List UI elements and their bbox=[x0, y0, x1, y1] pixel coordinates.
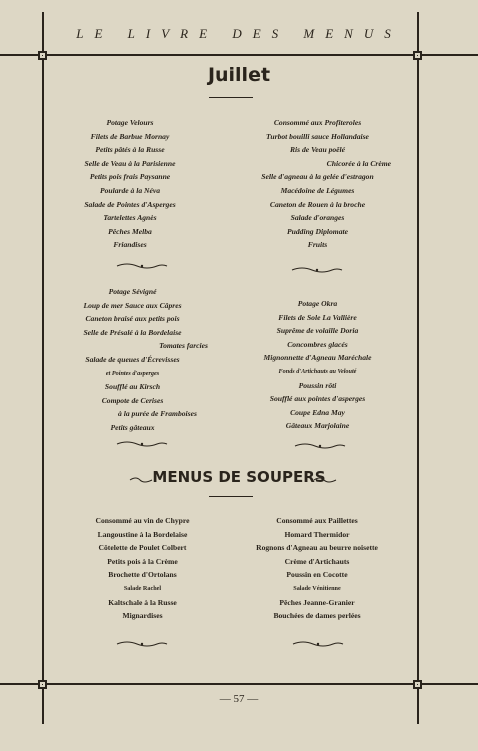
dish: Potage Okra bbox=[297, 299, 338, 308]
menu1-left-column bbox=[55, 116, 205, 252]
dish: Selle d'agneau à la gelée d'estragon bbox=[261, 172, 374, 182]
dish: Mignonnette d'Agneau Maréchale bbox=[263, 353, 372, 363]
dish: et Pointes d'asperges bbox=[105, 369, 160, 377]
page-number: — 57 — bbox=[219, 693, 259, 705]
soupers-underline bbox=[209, 496, 253, 497]
border-left-line bbox=[42, 12, 44, 724]
dish: Caneton de Rouen à la broche bbox=[269, 199, 366, 209]
soupers-right-column bbox=[232, 514, 402, 623]
dish: Filets de Sole La Vallière bbox=[278, 312, 357, 322]
dish: Pudding Diplomate bbox=[287, 226, 348, 236]
corner-ornament-bottom-right bbox=[413, 680, 422, 689]
month-title: Juillet bbox=[207, 64, 271, 86]
dish: Petits gâteaux bbox=[110, 422, 155, 432]
dish: Suprême de volaille Doria bbox=[276, 326, 359, 336]
dish: Filets de Barbue Mornay bbox=[90, 131, 170, 141]
dish: Friandises bbox=[113, 240, 147, 250]
dish: Chicorée à la Crème bbox=[326, 158, 391, 168]
dish: Potage Sévigné bbox=[108, 287, 157, 296]
dish: Bouchées de dames perlées bbox=[273, 611, 361, 621]
dish: Ris de Veau poêlé bbox=[289, 145, 346, 155]
corner-ornament-top-right bbox=[413, 51, 422, 60]
dish: Crème d'Artichauts bbox=[284, 556, 350, 566]
dish: Salade Rachel bbox=[123, 584, 162, 592]
dish: Tartelettes Agnès bbox=[103, 213, 157, 223]
flourish-ornament bbox=[290, 442, 350, 450]
dish: à la purée de Framboises bbox=[118, 409, 197, 419]
border-right-line bbox=[417, 12, 419, 724]
flourish-ornament bbox=[287, 266, 347, 274]
dish: Homard Thermidor bbox=[284, 529, 350, 539]
dish: Côtelette de Poulet Colbert bbox=[98, 543, 187, 553]
dish: Mignardises bbox=[122, 611, 163, 621]
dish: Petits pâtés à la Russe bbox=[95, 145, 165, 155]
month-underline bbox=[209, 97, 253, 98]
menu2-left-column bbox=[55, 285, 210, 435]
running-title: LE LIVRE DES MENUS bbox=[76, 26, 402, 41]
flourish-ornament bbox=[112, 440, 172, 448]
dish: Potage Velours bbox=[106, 118, 154, 127]
dish: Tomates farcies bbox=[159, 341, 208, 351]
dish: Salade d'oranges bbox=[290, 213, 345, 223]
dish: Caneton braisé aux petits pois bbox=[85, 314, 180, 324]
corner-ornament-top-left bbox=[38, 51, 47, 60]
dish: Petits pois frais Paysanne bbox=[89, 172, 171, 182]
dish: Consommé aux Profiteroles bbox=[273, 118, 362, 127]
dish: Soufflé au Kirsch bbox=[104, 382, 161, 392]
dish: Salade Vénitienne bbox=[293, 584, 341, 592]
soupers-section-title: MENUS DE SOUPERS bbox=[152, 468, 326, 486]
dish: Turbot bouilli sauce Hollandaise bbox=[266, 131, 369, 141]
dish: Salade de queues d'Écrevisses bbox=[85, 354, 180, 364]
menu1-right-column bbox=[240, 116, 395, 252]
dish: Concombres glacés bbox=[287, 339, 348, 349]
menu2-right-column bbox=[240, 297, 395, 433]
flourish-ornament bbox=[288, 640, 348, 648]
dish: Fruits bbox=[307, 240, 328, 250]
dish: Kaltschale à la Russe bbox=[108, 597, 177, 607]
dish: Poularde à la Néva bbox=[99, 185, 161, 195]
corner-ornament-bottom-left bbox=[38, 680, 47, 689]
border-top-line bbox=[0, 54, 478, 56]
dish: Selle de Présalé à la Bordelaise bbox=[83, 327, 182, 337]
dish: Soufflé aux pointes d'asperges bbox=[269, 394, 366, 404]
dish: Rognons d'Agneau au beurre noisette bbox=[256, 543, 378, 553]
dish: Poussin rôti bbox=[298, 380, 337, 390]
dish: Consommé aux Paillettes bbox=[276, 516, 358, 525]
dish: Petits pois à la Crème bbox=[107, 556, 178, 566]
flourish-ornament bbox=[112, 262, 172, 270]
dish: Gâteaux Marjolaine bbox=[285, 421, 350, 431]
dish: Consommé au vin de Chypre bbox=[95, 516, 190, 525]
dish: Compote de Cerises bbox=[101, 395, 164, 405]
border-bottom-line bbox=[0, 683, 478, 685]
dish: Poussin en Cocotte bbox=[286, 570, 348, 580]
dish: Fonds d'Artichauts au Velouté bbox=[278, 367, 357, 375]
dish: Brochette d'Ortolans bbox=[108, 570, 177, 580]
dish: Coupe Edna May bbox=[290, 407, 345, 417]
dish: Pêches Jeanne-Granier bbox=[279, 597, 355, 607]
dish: Pêches Melba bbox=[108, 226, 152, 236]
flourish-ornament bbox=[312, 474, 338, 484]
flourish-ornament bbox=[112, 640, 172, 648]
dish: Langoustine à la Bordelaise bbox=[97, 529, 188, 539]
dish: Selle de Veau à la Parisienne bbox=[84, 158, 176, 168]
soupers-left-column bbox=[65, 514, 220, 623]
dish: Salade de Pointes d'Asperges bbox=[84, 199, 176, 209]
dish: Loup de mer Sauce aux Câpres bbox=[83, 300, 182, 310]
dish: Macédoine de Légumes bbox=[280, 185, 355, 195]
